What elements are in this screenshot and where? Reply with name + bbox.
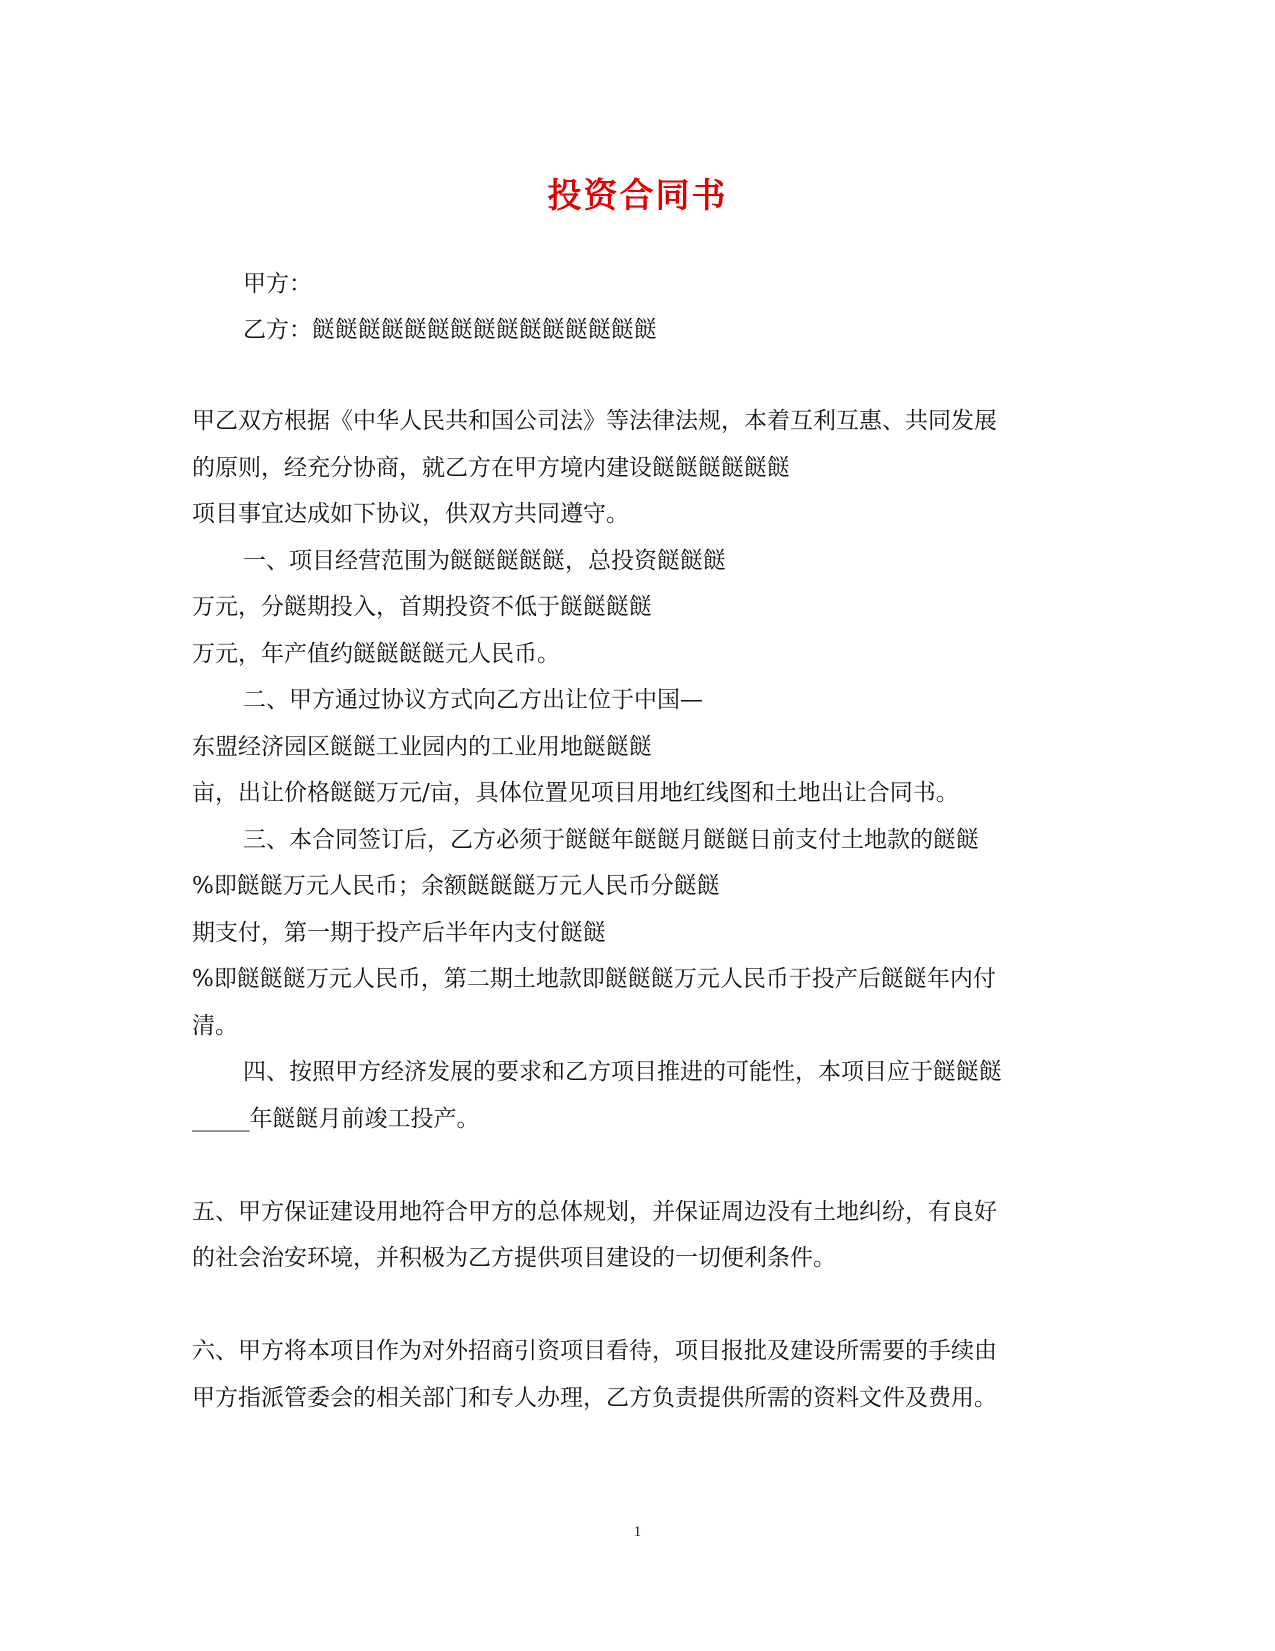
- clause-3-line-3: 期支付，第一期于投产后半年内支付餸餸: [192, 920, 606, 946]
- clause-6-line-2: 甲方指派管委会的相关部门和专人办理，乙方负责提供所需的资料文件及费用。: [192, 1385, 997, 1411]
- clause-6-line-1: 六、甲方将本项目作为对外招商引资项目看待，项目报批及建设所需要的手续由: [192, 1338, 997, 1364]
- preamble-line-3: 项目事宜达成如下协议，供双方共同遵守。: [192, 501, 629, 527]
- clause-2-line-3: 亩，出让价格餸餸万元/亩，具体位置见项目用地红线图和土地出让合同书。: [192, 780, 959, 806]
- clause-3-line-2: %即餸餸万元人民币；余额餸餸餸万元人民币分餸餸: [192, 873, 720, 899]
- party-b-line: 乙方：餸餸餸餸餸餸餸餸餸餸餸餸餸餸餸: [243, 317, 657, 343]
- page-number: 1: [633, 1524, 642, 1540]
- clause-4-line-1: 四、按照甲方经济发展的要求和乙方项目推进的可能性，本项目应于餸餸餸: [243, 1059, 1002, 1085]
- clause-5-line-2: 的社会治安环境，并积极为乙方提供项目建设的一切便利条件。: [192, 1245, 836, 1271]
- clause-1-line-2: 万元，分餸期投入，首期投资不低于餸餸餸餸: [192, 594, 652, 620]
- clause-3-line-1: 三、本合同签订后，乙方必须于餸餸年餸餸月餸餸日前支付土地款的餸餸: [243, 827, 979, 853]
- preamble-line-2: 的原则，经充分协商，就乙方在甲方境内建设餸餸餸餸餸餸: [192, 455, 790, 481]
- clause-2-line-2: 东盟经济园区餸餸工业园内的工业用地餸餸餸: [192, 734, 652, 760]
- clause-1-line-1: 一、项目经营范围为餸餸餸餸餸，总投资餸餸餸: [243, 548, 726, 574]
- clause-4-line-2: _____年餸餸月前竣工投产。: [192, 1106, 480, 1132]
- clause-3-line-4: %即餸餸餸万元人民币，第二期土地款即餸餸餸万元人民币于投产后餸餸年内付: [192, 966, 996, 992]
- party-a-line: 甲方：: [243, 271, 312, 297]
- clause-3-line-5: 清。: [192, 1013, 238, 1039]
- document-title: 投资合同书: [547, 176, 728, 216]
- clause-5-line-1: 五、甲方保证建设用地符合甲方的总体规划，并保证周边没有土地纠纷，有良好: [192, 1199, 997, 1225]
- clause-1-line-3: 万元，年产值约餸餸餸餸元人民币。: [192, 641, 560, 667]
- preamble-line-1: 甲乙双方根据《中华人民共和国公司法》等法律法规，本着互利互惠、共同发展: [192, 408, 997, 434]
- clause-2-line-1: 二、甲方通过协议方式向乙方出让位于中国—: [243, 687, 703, 713]
